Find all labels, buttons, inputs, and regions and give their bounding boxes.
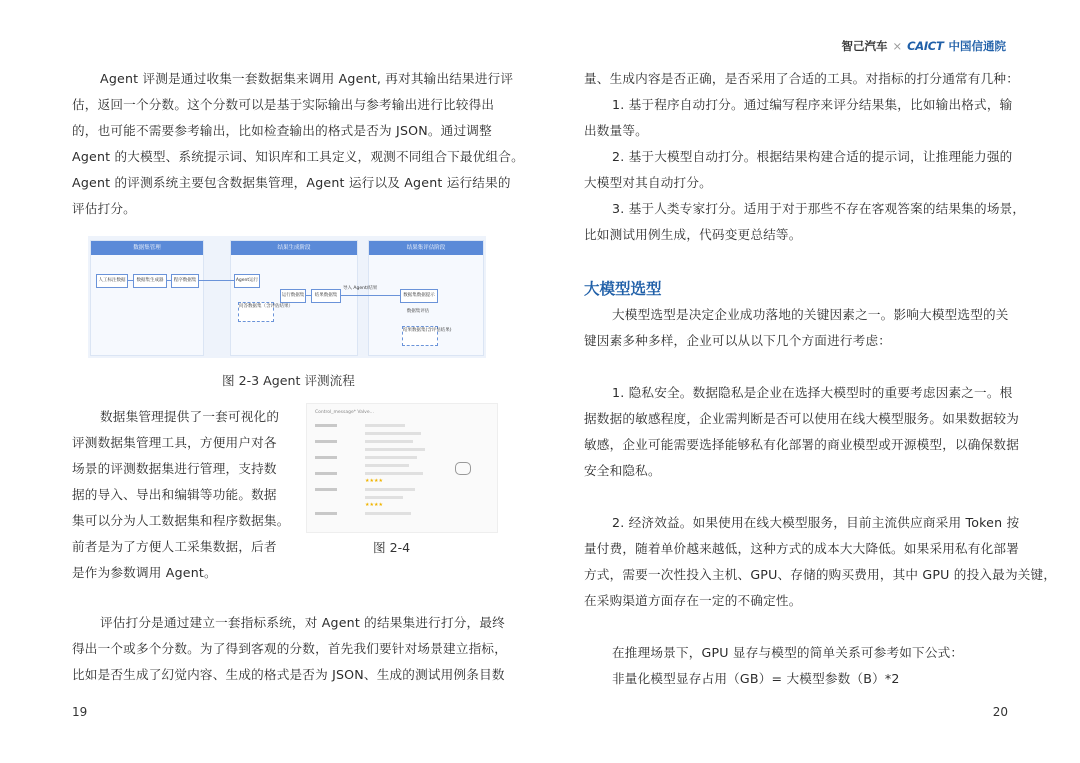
flow-box: 数据集评估: [406, 309, 430, 314]
caict-logo-cn: 中国信通院: [948, 39, 1006, 53]
text-line: 是作为参数调用 Agent。: [72, 565, 217, 580]
text-line: 估，返回一个分数。这个分数可以是基于实际输出与参考输出进行比较得出: [72, 97, 495, 112]
screenshot-row: [315, 440, 337, 443]
text-line: 安全和隐私。: [584, 463, 661, 478]
screenshot-row: [315, 512, 337, 515]
screenshot-row: [365, 512, 411, 515]
text-line: 比如测试用例生成，代码变更总结等。: [584, 227, 802, 242]
text-line: 集可以分为人工数据集和程序数据集。: [72, 513, 290, 528]
screenshot-row: [315, 424, 337, 427]
right-paragraph-4: [584, 510, 1057, 614]
text-line: 评估打分。: [72, 201, 136, 216]
screenshot-row: [315, 472, 337, 475]
stage-title: 结果生成阶段: [231, 241, 357, 255]
left-paragraph-3: [72, 610, 507, 688]
right-paragraph-3: [584, 380, 1019, 484]
caict-logo: CAICT: [907, 39, 944, 53]
text-line: 数据集管理提供了一套可视化的: [100, 409, 280, 424]
text-line: 评测数据集管理工具，方便用户对各: [72, 435, 277, 450]
text-line: Agent 评测是通过收集一套数据集来调用 Agent, 再对其输出结果进行评: [100, 71, 514, 86]
text-line: 据的导入、导出和编辑等功能。数据: [72, 487, 277, 502]
text-line: 非量化模型显存占用（GB）= 大模型参数（B）*2: [612, 671, 900, 686]
screenshot-row: [365, 464, 409, 467]
flow-box: 数据集生成器: [133, 274, 167, 288]
zeekr-logo: 智己汽车: [841, 39, 888, 53]
text-line: 1. 基于程序自动打分。通过编写程序来评分结果集，比如输出格式，输: [612, 97, 1013, 112]
text-line: 敏感，企业可能需要选择能够私有化部署的商业模型或开源模型，以确保数据: [584, 437, 1019, 452]
screenshot-row: [365, 440, 413, 443]
screenshot-row: [365, 424, 405, 427]
flow-label: 导入 Agent/结果: [343, 286, 378, 291]
stage-title: 数据集管理: [91, 241, 203, 255]
screenshot-row: [365, 496, 403, 499]
stage-dataset-management: [90, 240, 204, 356]
section-heading: 大模型选型: [584, 280, 662, 298]
flow-box: 问答数据集（含评估结果）: [238, 302, 274, 322]
figure-dataset-manager-screenshot: [306, 403, 498, 533]
rating-stars: ★★★★: [365, 478, 383, 484]
flow-arrow: [198, 280, 234, 281]
screenshot-row: [315, 456, 337, 459]
text-line: Agent 的评测系统主要包含数据集管理，Agent 运行以及 Agent 运行结果的: [72, 175, 511, 190]
text-line: 在推理场景下，GPU 显存与模型的简单关系可参考如下公式：: [612, 645, 964, 660]
text-line: 比如是否生成了幻觉内容、生成的格式是否为 JSON、生成的测试用例条目数: [72, 667, 505, 682]
text-line: 方式，需要一次性投入主机、GPU、存储的购买费用，其中 GPU 的投入最为关键，: [584, 567, 1057, 582]
right-paragraph-1: [584, 66, 1026, 248]
flow-box: 数据集数据提示: [400, 289, 438, 303]
text-line: 出数量等。: [584, 123, 648, 138]
screenshot-header: Control_message* Valve...: [315, 410, 374, 415]
text-line: 大模型对其自动打分。: [584, 175, 712, 190]
rating-stars: ★★★★: [365, 502, 383, 508]
logo-separator: ×: [892, 39, 903, 53]
left-paragraph-1: [72, 66, 524, 222]
right-paragraph-5: [584, 640, 1008, 692]
flow-box: 结果数据集: [311, 289, 341, 303]
text-line: 据数据的敏感程度，企业需判断是否可以使用在线大模型服务。如果数据较为: [584, 411, 1019, 426]
flow-box: 运行数据集: [280, 289, 306, 303]
screenshot-row: [315, 488, 337, 491]
text-line: 前者是为了方便人工采集数据，后者: [72, 539, 277, 554]
flow-box: 结果数据集(含评估结果): [402, 326, 438, 346]
text-line: 2. 经济效益。如果使用在线大模型服务，目前主流供应商采用 Token 按: [612, 515, 1020, 530]
screenshot-row: [365, 456, 417, 459]
header-logos: [841, 38, 1006, 54]
text-line: 的，也可能不需要参考输出，比如检查输出的格式是否为 JSON。通过调整: [72, 123, 492, 138]
screenshot-row: [365, 488, 415, 491]
screenshot-row: [365, 472, 423, 475]
text-line: 1. 隐私安全。数据隐私是企业在选择大模型时的重要考虑因素之一。根: [612, 385, 1013, 400]
left-paragraph-2: [72, 404, 290, 586]
flow-box: Agent运行: [234, 274, 260, 288]
text-line: 评估打分是通过建立一套指标系统，对 Agent 的结果集进行打分，最终: [100, 615, 505, 630]
text-line: 得出一个或多个分数。为了得到客观的分数，首先我们要针对场景建立指标，: [72, 641, 507, 656]
figure-caption: 图 2-3 Agent 评测流程: [222, 373, 355, 388]
figure-agent-eval-flow: [88, 236, 486, 358]
flow-box: 人工标注数据: [96, 274, 128, 288]
flow-box: 程序数据集: [171, 274, 199, 288]
text-line: 大模型选型是决定企业成功落地的关键因素之一。影响大模型选型的关: [612, 307, 1009, 322]
screenshot-row: [365, 448, 425, 451]
page-number: 20: [992, 705, 1008, 719]
chat-bubble-icon: [455, 462, 471, 475]
text-line: 在采购渠道方面存在一定的不确定性。: [584, 593, 802, 608]
right-page: [540, 0, 1080, 763]
figure-caption: 图 2-4: [373, 540, 411, 555]
text-line: Agent 的大模型、系统提示词、知识库和工具定义，观测不同组合下最优组合。: [72, 149, 524, 164]
text-line: 量、生成内容是否正确，是否采用了合适的工具。对指标的打分通常有几种：: [584, 71, 1019, 86]
text-line: 3. 基于人类专家打分。适用于对于那些不存在客观答案的结果集的场景，: [612, 201, 1026, 216]
text-line: 场景的评测数据集进行管理，支持数: [72, 461, 277, 476]
flow-arrow: [340, 295, 400, 296]
stage-title: 结果集评估阶段: [369, 241, 483, 255]
text-line: 键因素多种多样，企业可以从以下几个方面进行考虑：: [584, 333, 892, 348]
text-line: 量付费，随着单价越来越低，这种方式的成本大大降低。如果采用私有化部署: [584, 541, 1019, 556]
right-paragraph-2: [584, 302, 1008, 354]
text-line: 2. 基于大模型自动打分。根据结果构建合适的提示词，让推理能力强的: [612, 149, 1013, 164]
screenshot-row: [365, 432, 421, 435]
page-number: 19: [72, 705, 88, 719]
